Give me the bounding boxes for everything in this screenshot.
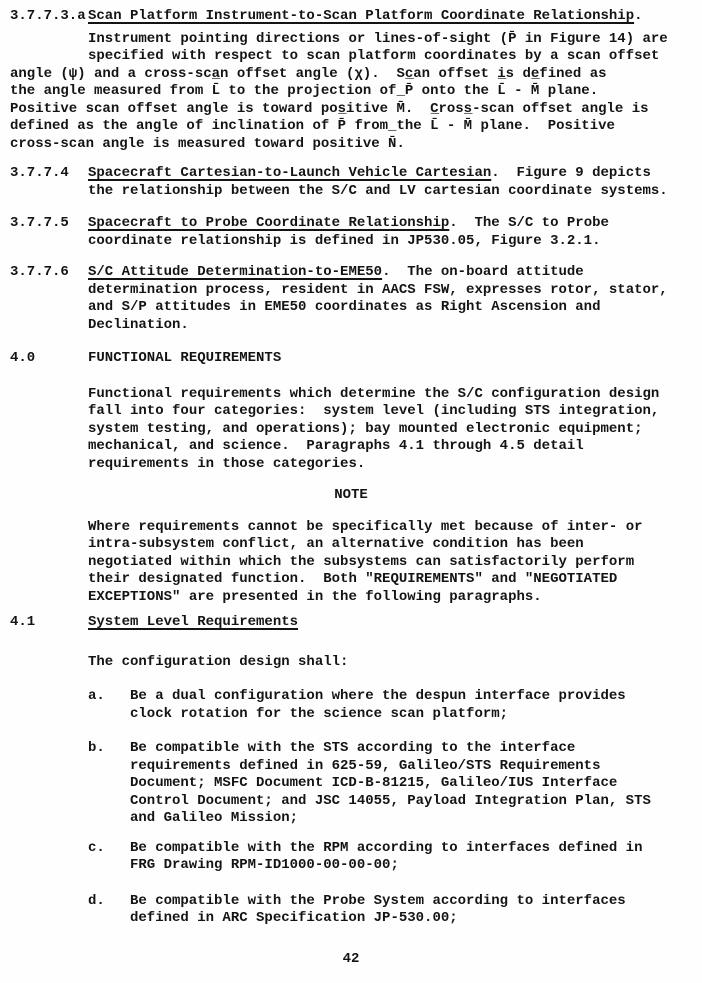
section-number: 4.0 — [10, 350, 36, 366]
list-item — [10, 840, 702, 858]
paragraph-line: their designated function. Both "REQUIREMENTS" and "NEGOTIATED — [88, 571, 618, 587]
paragraph-line: Declination. — [88, 316, 189, 333]
paragraph-line: system testing, and operations); bay mounted electronic equipment; — [88, 420, 643, 437]
paragraph-line: determination process, resident in AACS FSW, expresses rotor, stator, — [88, 281, 668, 298]
section-lead-text: . The S/C to Probe — [449, 215, 609, 231]
section-title: S/C Attitude Determination-to-EME50 — [88, 264, 383, 280]
paragraph-line: The configuration design shall: — [88, 653, 349, 670]
note-heading: NOTE — [334, 487, 368, 503]
list-item-line: Control Document; and JSC 14055, Payload Integration Plan, STS — [130, 792, 651, 809]
paragraph-line: requirements in those categories. — [88, 455, 366, 472]
paragraph-line: fall into four categories: system level (including STS integration, — [88, 403, 660, 419]
section-3775-heading — [10, 215, 702, 233]
page-number: 42 — [342, 950, 360, 967]
paragraph-line: the angle measured from L̄ to the projection of_P̄ onto the L̄ - M̄ plane. — [10, 83, 599, 99]
section-40-heading — [10, 350, 702, 368]
list-item-line: clock rotation for the science scan platform; — [130, 705, 509, 722]
paragraph-line: Instrument pointing directions or lines-of-sight (P̄ in Figure 14) are — [88, 30, 668, 47]
paragraph-line: cross-scan angle is measured toward positive N̄. — [10, 135, 405, 152]
section-title: System Level Requirements — [88, 614, 299, 630]
paragraph-line: negotiated within which the subsystems can satisfactorily perform — [88, 553, 635, 570]
section-title: Scan Platform Instrument-to-Scan Platform Coordinate Relationship — [88, 8, 635, 24]
section-title: Spacecraft Cartesian-to-Launch Vehicle Cartesian — [88, 165, 492, 181]
list-item — [10, 688, 702, 706]
section-number: 3.7.7.5 — [10, 215, 69, 231]
paragraph-line: specified with respect to scan platform coordinates by a scan offset — [88, 48, 660, 64]
paragraph-line: Positive scan offset angle is toward pos̲itive M̄. C̲ross̲-scan offset angle is — [10, 100, 649, 117]
list-item-line: Be compatible with the Probe System according to interfaces — [130, 892, 626, 909]
list-item-line: Be compatible with the STS according to the interface — [130, 740, 576, 756]
paragraph-line: mechanical, and science. Paragraphs 4.1 through 4.5 detail — [88, 438, 584, 454]
list-item-line: defined in ARC Specification JP-530.00; — [130, 910, 458, 926]
list-item-line: and Galileo Mission; — [130, 810, 299, 826]
paragraph-line: intra-subsystem conflict, an alternative condition has been — [88, 536, 584, 552]
list-item-line: Be compatible with the RPM according to interfaces defined in — [130, 839, 643, 856]
section-number: 4.1 — [10, 614, 36, 630]
list-marker: a. — [88, 688, 105, 704]
section-3773a-heading — [10, 8, 702, 26]
paragraph-line: Functional requirements which determine the S/C configuration design — [88, 385, 660, 402]
list-marker: b. — [88, 740, 105, 756]
section-title: Spacecraft to Probe Coordinate Relationship — [88, 215, 450, 231]
section-number: 3.7.7.6 — [10, 264, 69, 280]
paragraph-line: defined as the angle of inclination of P̄ from_the L̄ - M̄ plane. Positive — [10, 118, 615, 134]
paragraph-line: the relationship between the S/C and LV cartesian coordinate systems. — [88, 182, 668, 199]
list-item-line: Document; MSFC Document ICD-B-81215, Galileo/IUS Interface — [130, 775, 618, 791]
paragraph-line: coordinate relationship is defined in JP530.05, Figure 3.2.1. — [88, 232, 601, 249]
section-number: 3.7.7.3.a — [10, 8, 86, 24]
list-item-line: requirements defined in 625-59, Galileo/STS Requirements — [130, 757, 601, 774]
section-heading-text: FUNCTIONAL REQUIREMENTS — [88, 350, 282, 366]
list-item-line: Be a dual configuration where the despun interface provides — [130, 688, 626, 704]
section-3776-heading — [10, 264, 702, 282]
list-item — [10, 893, 702, 911]
paragraph-line: EXCEPTIONS" are presented in the following paragraphs. — [88, 588, 542, 605]
section-3774-heading — [10, 165, 702, 183]
section-41-heading — [10, 614, 702, 632]
list-marker: d. — [88, 892, 105, 909]
paragraph-line: Where requirements cannot be specifically met because of inter- or — [88, 518, 643, 535]
section-number: 3.7.7.4 — [10, 165, 69, 181]
list-item-line: FRG Drawing RPM-ID1000-00-00-00; — [130, 857, 399, 873]
section-title-suffix: . — [634, 8, 643, 24]
paragraph-line: and S/P attitudes in EME50 coordinates as Right Ascension and — [88, 299, 601, 315]
list-marker: c. — [88, 839, 105, 856]
section-lead-text: . The on-board attitude — [382, 264, 584, 280]
section-lead-text: . Figure 9 depicts — [491, 165, 651, 181]
list-item — [10, 740, 702, 758]
paragraph-line: angle (ψ) and a cross-sca̲n offset angle (χ). Sc̲an offset i̲s de̲fined as — [10, 65, 607, 82]
